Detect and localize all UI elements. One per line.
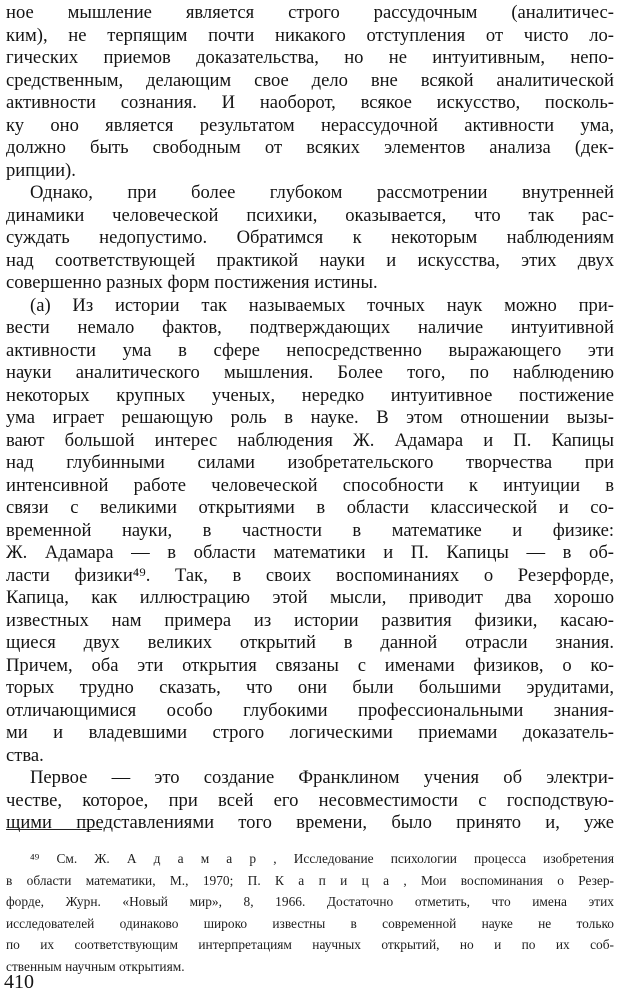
text-line: совершенно разных форм постижения истины. [6, 272, 378, 293]
footnote-line: исследователей одинаково широко известны в современной науке не только [6, 915, 614, 931]
text-line: ку оно является результатом нерассудочной активности ума, [6, 114, 614, 136]
text-line: ким), не терпящим почти никакого отступления от чисто ло- [6, 24, 614, 46]
page-number: 410 [4, 971, 34, 993]
text-line: рипции). [6, 159, 76, 181]
text-line: отличающимися особо глубокими профессиональными знания- [6, 699, 614, 721]
footnote-divider [6, 829, 102, 830]
text-line: некоторых крупных ученых, нередко интуитивное постижение [6, 384, 614, 406]
text-line: динамики человеческой психики, оказывается, что так рас- [6, 204, 614, 226]
text-line: ума играет решающую роль в науке. В этом отношении вызы- [6, 407, 614, 428]
text-line: вают большой интерес наблюдения Ж. Адамара и П. Капицы [6, 429, 614, 451]
footnote [6, 848, 614, 977]
footnote-line: ственным научным открытиям. [6, 958, 185, 974]
text-line: Ж. Адамара — в области математики и П. Капицы — в об- [6, 542, 614, 563]
text-line: суждать недопустимо. Обратимся к некоторым наблюдениям [6, 227, 614, 248]
text-line: ми и владевшими строго логическими приемами доказатель- [6, 722, 614, 743]
text-line: интенсивной работе человеческой способности к интуиции в [6, 474, 614, 496]
text-line: честве, которое, при всей его несовместимости с господствую- [6, 789, 614, 811]
text-line: щими представлениями того времени, было принято и, уже [6, 812, 614, 833]
footnote-line: ⁴⁹ См. Ж. А д а м а р , Исследование психологии процесса изобретения [30, 851, 614, 866]
text-line: связи с великими открытиями в области классической и со- [6, 497, 614, 518]
text-line: щиеся двух великих открытий в данной отрасли знания. [6, 632, 614, 653]
footnote-line: по их соответствующим интерпретациям научных открытий, но и по их соб- [6, 937, 614, 952]
text-line: ласти физики⁴⁹. Так, в своих воспоминаниях о Резерфорде, [6, 564, 614, 586]
text-line: торых трудно сказать, что они были большими эрудитами, [6, 677, 614, 698]
text-line: вести немало фактов, подтверждающих наличие интуитивной [6, 317, 614, 338]
text-line: ства. [6, 744, 44, 766]
footnote-line: в области математики, М., 1970; П. К а п и ц а , Мои воспоминания о Резер- [6, 872, 614, 888]
text-line: над глубинными силами изобретательского творчества при [6, 452, 614, 473]
text-line: Причем, оба эти открытия связаны с именами физиков, о ко- [6, 654, 614, 676]
text-line: науки аналитического мышления. Более того, по наблюдению [6, 362, 614, 383]
body-text [6, 2, 614, 835]
text-line: Капица, как иллюстрацию этой мысли, приводит два хорошо [6, 587, 614, 608]
text-line: Первое — это создание Франклином учения об электри- [30, 767, 614, 788]
text-line: известных нам примера из истории развития физики, касаю- [6, 609, 614, 631]
text-line: активности ума в сфере непосредственно выражающего эти [6, 339, 614, 361]
text-line: средственным, делающим свое дело вне всякой аналитической [6, 69, 614, 91]
text-line: активности сознания. И наоборот, всякое искусство, посколь- [6, 92, 614, 113]
footnote-line: форде, Журн. «Новый мир», 8, 1966. Достаточно отметить, что имена этих [6, 894, 614, 909]
text-line: гических приемов доказательства, но не интуитивным, непо- [6, 47, 614, 68]
text-line: над соответствующей практикой науки и искусства, этих двух [6, 249, 614, 271]
text-line: Однако, при более глубоком рассмотрении внутренней [30, 182, 614, 203]
text-line: (а) Из истории так называемых точных наук можно при- [30, 294, 614, 316]
text-line: должно быть свободным от всяких элементов анализа (дек- [6, 137, 614, 158]
text-line: временной науки, в частности в математике и физике: [6, 519, 614, 541]
text-line: ное мышление является строго рассудочным (аналитичес- [6, 2, 614, 23]
